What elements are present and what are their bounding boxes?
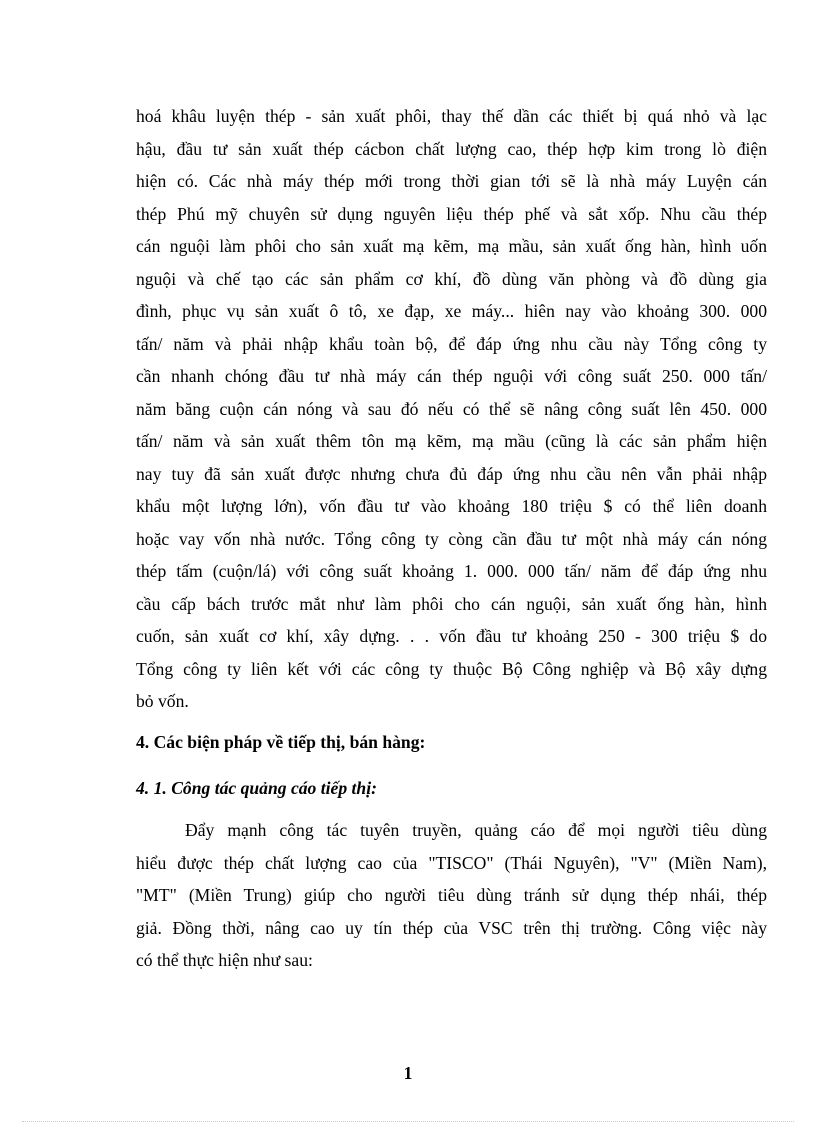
section-heading: 4. Các biện pháp về tiếp thị, bán hàng:: [136, 732, 426, 752]
page-number: 1: [403, 1063, 413, 1083]
paragraph-line: khẩu một lượng lớn), vốn đầu tư vào khoảng 180 triệu $ có thể liên doanh: [136, 496, 767, 516]
paragraph-line: cuốn, sản xuất cơ khí, xây dựng. . . vốn đầu tư khoảng 250 - 300 triệu $ do: [136, 626, 767, 646]
paragraph-line: nay tuy đã sản xuất được nhưng chưa đủ đáp ứng nhu cầu nên vẫn phải nhập: [136, 463, 767, 484]
paragraph-1: [136, 100, 767, 718]
paragraph-line: thép Phú mỹ chuyên sử dụng nguyên liệu thép phế và sắt xốp. Nhu cầu thép: [136, 203, 767, 224]
paragraph-line: năm băng cuộn cán nóng và sau đó nếu có thể sẽ nâng công suất lên 450. 000: [136, 398, 767, 419]
paragraph-line: "MT" (Miền Trung) giúp cho người tiêu dùng tránh sử dụng thép nhái, thép: [136, 885, 767, 905]
paragraph-line: giả. Đồng thời, nâng cao uy tín thép của VSC trên thị trường. Công việc này: [136, 917, 767, 938]
paragraph-line: thép tấm (cuộn/lá) với công suất khoảng 1. 000. 000 tấn/ năm để đáp ứng nhu: [136, 561, 767, 581]
paragraph-line: đình, phục vụ sản xuất ô tô, xe đạp, xe máy... hiên nay vào khoảng 300. 000: [136, 301, 767, 321]
paragraph-line: cần nhanh chóng đầu tư nhà máy cán thép nguội với công suất 250. 000 tấn/: [136, 366, 767, 386]
paragraph-line: cán nguội làm phôi cho sản xuất mạ kẽm, mạ mầu, sản xuất ống hàn, hình uốn: [136, 236, 767, 256]
paragraph-line: Tổng công ty liên kết với các công ty thuộc Bộ Công nghiệp và Bộ xây dựng: [136, 658, 767, 679]
paragraph-line: bỏ vốn.: [136, 691, 189, 711]
paragraph-line: hoá khâu luyện thép - sản xuất phôi, thay thế dần các thiết bị quá nhỏ và lạc: [136, 106, 767, 126]
paragraph-line: tấn/ năm và phải nhập khẩu toàn bộ, để đáp ứng nhu cầu này Tổng công ty: [136, 333, 767, 354]
paragraph-2: [136, 814, 767, 977]
paragraph-line: hiện có. Các nhà máy thép mới trong thời gian tới sẽ là nhà máy Luyện cán: [136, 171, 767, 191]
paragraph-line: hậu, đầu tư sản xuất thép cácbon chất lượng cao, thép hợp kim trong lò điện: [136, 138, 767, 159]
page-bottom-divider: [22, 1121, 794, 1122]
paragraph-line: cầu cấp bách trước mắt như làm phôi cho cán nguội, sản xuất ống hàn, hình: [136, 593, 767, 614]
paragraph-line: nguội và chế tạo các sản phẩm cơ khí, đồ dùng văn phòng và đồ dùng gia: [136, 268, 767, 289]
paragraph-line: Đẩy mạnh công tác tuyên truyền, quảng cáo để mọi người tiêu dùng: [185, 820, 767, 840]
paragraph-line: hoặc vay vốn nhà nước. Tổng công ty còng cần đầu tư một nhà máy cán nóng: [136, 528, 767, 549]
subsection-heading: 4. 1. Công tác quảng cáo tiếp thị:: [136, 778, 377, 798]
paragraph-line: tấn/ năm và sản xuất thêm tôn mạ kẽm, mạ mầu (cũng là các sản phẩm hiện: [136, 431, 767, 451]
paragraph-line: hiểu được thép chất lượng cao của "TISCO" (Thái Nguyên), "V" (Miền Nam),: [136, 852, 767, 873]
paragraph-line: có thể thực hiện như sau:: [136, 950, 313, 970]
